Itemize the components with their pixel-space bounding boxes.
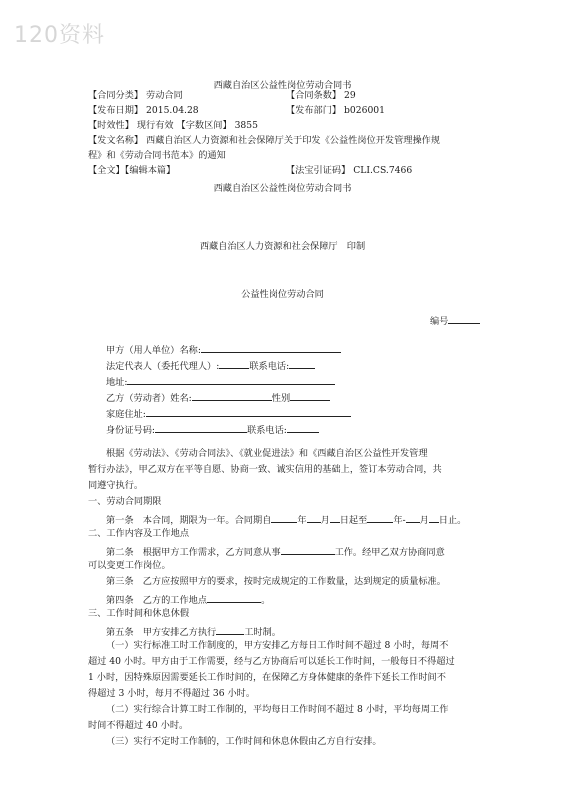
meta-category: 【合同分类】 劳动合同 — [88, 90, 183, 101]
a1-year2-blank[interactable] — [367, 512, 393, 523]
doc-title-2: 西藏自治区公益性岗位劳动合同书 — [213, 183, 352, 194]
meta-department: 【发布部门】 b026001 — [286, 105, 385, 116]
intro-line3: 同遵守执行。 — [88, 480, 144, 491]
phone-blank[interactable] — [289, 358, 315, 369]
meta-count: 【合同条数】 29 — [286, 90, 356, 101]
intro-line1: 根据《劳动法》、《劳动合同法》、《就业促进法》和《西藏自治区公益性开发管理 — [106, 448, 428, 459]
article-3: 第三条 乙方应按照甲方的要求，按时完成规定的工作数量，达到规定的质量标准。 — [106, 576, 446, 587]
address-field: 地址: — [106, 374, 335, 389]
article-2: 第二条 根据甲方工作需求，乙方同意从事 工作。经甲乙双方协商同意 — [106, 544, 445, 559]
a5-hours-blank[interactable] — [216, 624, 244, 635]
meta-citation: 【法宝引证码】 CLI.CS.7466 — [286, 165, 413, 176]
meta-status: 【时效性】 现行有效 【字数区间】 3855 — [88, 120, 258, 131]
a1-day-blank[interactable] — [330, 512, 340, 523]
a1-month-blank[interactable] — [307, 512, 321, 523]
id-field: 身份证号码: 联系电话: — [106, 422, 319, 437]
meta-doc-name-line1: 【发文名称】 西藏自治区人力资源和社会保障厅关于印发《公益性岗位开发管理操作规 — [88, 135, 441, 146]
a2-job-blank[interactable] — [281, 544, 335, 555]
doc-title: 西藏自治区公益性岗位劳动合同书 — [213, 80, 352, 91]
phone2-blank[interactable] — [287, 422, 319, 433]
home-blank[interactable] — [146, 406, 351, 417]
party-b-blank[interactable] — [192, 390, 272, 401]
a4-location-blank[interactable] — [207, 592, 261, 603]
a1-year-blank[interactable] — [271, 512, 297, 523]
section-3-heading: 三、工作时间和休息休假 — [88, 608, 190, 619]
meta-fulltext-link[interactable]: 【全文】【编辑本篇】 — [88, 165, 176, 176]
address-blank[interactable] — [127, 374, 335, 385]
watermark-logo: 120资料 — [14, 23, 105, 48]
party-a-field: 甲方（用人单位）名称: — [106, 342, 341, 357]
number-blank[interactable] — [448, 313, 480, 324]
home-field: 家庭住址: — [106, 406, 351, 421]
article-1: 第一条 本合同，期限为一年。合同期自 年 月 日起至 年- 月 日止。 — [106, 512, 466, 527]
a1-day2-blank[interactable] — [429, 512, 439, 523]
contract-number: 编号 — [430, 313, 480, 328]
clause-3-line1: （三）实行不定时工作制的，工作时间和休息休假由乙方自行安排。 — [106, 736, 382, 747]
article-5: 第五条 甲方安排乙方执行 工时制。 — [106, 624, 281, 639]
clause-2-line2: 时间不得超过 40 小时。 — [88, 720, 189, 731]
party-a-blank[interactable] — [201, 342, 341, 353]
legal-rep-blank[interactable] — [219, 358, 249, 369]
party-b-field: 乙方（劳动者）姓名: 性别 — [106, 390, 330, 405]
intro-line2: 暂行办法》，甲乙双方在平等自愿、协商一致、诚实信用的基础上，签订本劳动合同，共 — [88, 464, 442, 475]
id-blank[interactable] — [155, 422, 247, 433]
article-2-line2: 可以变更工作岗位。 — [88, 560, 171, 571]
a1-month2-blank[interactable] — [406, 512, 420, 523]
clause-1-line2: 超过 40 小时。甲方由于工作需要，经与乙方协商后可以延长工作时间，一般每日不得超过 — [88, 656, 455, 667]
article-4: 第四条 乙方的工作地点 。 — [106, 592, 270, 607]
meta-doc-name-line2: 程》和《劳动合同书范本》的通知 — [88, 150, 226, 161]
clause-1-line3: 1 小时，因特殊原因需要延长工作时间的，在保障乙方身体健康的条件下延长工作时间不 — [88, 672, 446, 683]
contract-title: 公益性岗位劳动合同 — [241, 289, 324, 300]
issuer: 西藏自治区人力资源和社会保障厅 印制 — [199, 241, 366, 252]
gender-blank[interactable] — [290, 390, 330, 401]
meta-date: 【发布日期】 2015.04.28 — [88, 105, 199, 116]
clause-2-line1: （二）实行综合计算工时工作制的，平均每日工作时间不超过 8 小时，平均每周工作 — [106, 704, 449, 715]
clause-1-line4: 得超过 3 小时，每月不得超过 36 小时。 — [88, 688, 256, 699]
section-2-heading: 二、工作内容及工作地点 — [88, 528, 190, 539]
section-1-heading: 一、劳动合同期限 — [88, 496, 162, 507]
clause-1-line1: （一）实行标准工时工作制度的，甲方安排乙方每日工作时间不超过 8 小时，每周不 — [106, 640, 449, 651]
legal-rep-field: 法定代表人（委托代理人）: 联系电话: — [106, 358, 315, 373]
